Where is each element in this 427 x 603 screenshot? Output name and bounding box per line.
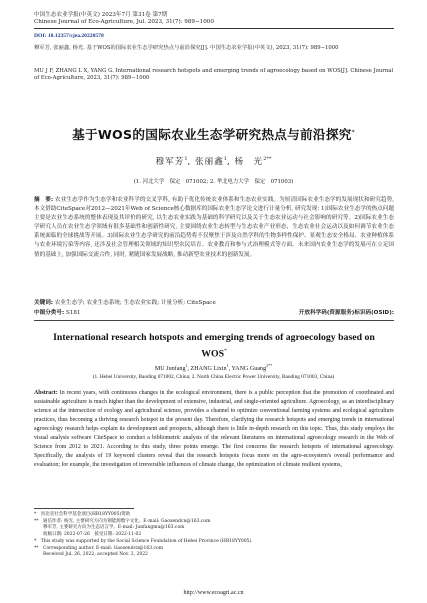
keywords-cn xyxy=(34,298,394,306)
author-en: YANG Guang xyxy=(231,366,267,373)
footnote-line: ** Corresponding author, E-mail: Gaoxendcn@163.com xyxy=(34,545,164,551)
footnote-line: 收稿日期: 2022-07-26 接受日期: 2022-11-02 xyxy=(34,532,142,538)
footnote-line: * This study was supported by the Social Science Foundation of Hebei Province (HB18YY005). xyxy=(34,538,253,544)
doi-link[interactable]: DOI: 10.12357/cjea.20220578 xyxy=(34,33,104,39)
abstract-cn-label: 摘 要: xyxy=(34,197,54,203)
footnote-line: ** 通信作者: 杨光, 主要研究方向为钢能源数字文化。E-mail: Gaoxendcn@163.com xyxy=(34,518,211,524)
citation-cn: 穆军芳, 张丽鑫, 杨光. 基于WOS的国际农业生态学研究热点与前沿探究[J]. 中国生态农业学报(中英文), 2023, 31(7): 989−1000 xyxy=(34,45,339,51)
author-en: MU Junfang xyxy=(154,366,186,373)
osid-label: 开放科学码(资源服务)标识码(OSID): xyxy=(298,310,394,316)
author-en-sup: 2** xyxy=(266,363,273,368)
authors-en: MU Junfang$^1$, ZHANG Lixin$^1$, YANG Guang$^{2**}$ xyxy=(154,363,273,373)
citation-en: MU J F, ZHANG L X, YANG G. International research hotspots and emerging trends of agroecology based on WOS[J]. Chinese Journal of Eco-Agriculture, 2023, 31(7): 989−1000 xyxy=(34,68,394,82)
author-en-sup: 1 xyxy=(185,363,188,368)
footnote-line: 穆军芳, 主要研究方向为生态语言学。E-mail: Junfangmu@163.com xyxy=(34,525,185,531)
affiliation-en: (1. Hebei University, Baoding 071002, China; 2. North China Electric Power University, Baoding 071003, China) xyxy=(92,374,335,380)
article-title-cn-text: 基于WOS的国际农业生态学研究热点与前沿探究 xyxy=(72,127,352,142)
author-en: ZHANG Lixin xyxy=(190,366,227,373)
authors-cn: 穆军芳$^1$, 张丽鑫$^1$, 杨 光$^{2**}$ xyxy=(155,156,272,167)
article-title-en-text: International research hotspots and emerging trends of agroecology based on WOS xyxy=(53,332,375,359)
author-cn-sup: 2** xyxy=(263,156,272,163)
header-rule xyxy=(34,28,394,29)
abstract-cn xyxy=(34,196,394,260)
title-cn-fund-mark: * xyxy=(351,128,355,136)
footnotes xyxy=(34,512,394,559)
abstract-en-text: In recent years, with continuous changes in the ecological environment, there is a public perception that the promotion of coordinated and sustainable agriculture is much higher than the development of extensive, industrial, and single-oriented agriculture. Agroecology, as an interdisciplinary science at the intersection of ecology and agricultural science, provides a channel to optimize conventional farming systems and ecological agriculture practices, thus becoming a thriving research hotspot in the present day. Therefore, clarifying the research hotspots and emerging trends in international agroecology research helps explain its development and prospects, although there is little in-depth research on this topic. Thus, this study employs the visual analysis software CiteSpace to conduct a bibliometric analysis of the relevant literatures on international agroecology research in the Web of Science from 2012 to 2021. According to this study, three points emerge. The first concerns the research hotspots of international agroecology. Specifically, the analysis of 19 keyword clusters reveal that the research hotspots focus more on the agro-ecosystem's overall performance and evaluation; for example, the investigation of irreversible influences of climate change, the optimization of climate resilient systems, xyxy=(34,390,394,469)
footnote-line: * 河北省社会科学基金项目(HB18YY005)资助 xyxy=(34,512,131,517)
article-title-cn xyxy=(0,124,427,143)
abstract-en xyxy=(34,389,394,470)
classification-value: S181 xyxy=(66,310,81,316)
title-en-fund-mark: * xyxy=(224,347,227,354)
author-en-sup: 1 xyxy=(226,363,229,368)
classification-label: 中图分类号: xyxy=(34,310,65,316)
abstract-cn-text: 农业生态学作为生态学和农业科学的交叉学科, 有助于优化传统农业体系和生态农业实践。为厘清国际农业生态学的发展现状和研究趋势, 本文借助CiteSpace对2012—2021年Web of Science核心数据库的国际农业生态学论文进行计量分析, 研究发现: 1)国际农业生态学的热点问题主要是农业生态系统的整体表现及其评价的研究, 以生态农业实践为基础的科学研究以及关于生态农业运动与社会影响的研究等。2)国际农业生态学研究人员在农业生态学领域有很多基础性和创新性研究, 主要围绕农业生态转型与生态农业产业形态、生态农业社会运动以及如何调节农业生态系统面临的全球挑战等开展。3)国际农业生态学研究的前沿趋势将不仅聚焦于涉及自然学科的生物多样性保护、景观生态安全格局、农业种植体系与农业环境污染等内容, 还涉及社会管理相关领域的知识型农民培育、农业教育和参与式治理模式等方面。未来国内农业生态学的发展可在立足国情的基础上, 加强国际交流合作, 同时, 紧随国家发展战略, 推动新型农业技术的创新发展。 xyxy=(34,197,394,258)
author-cn: 穆军芳 xyxy=(155,157,185,167)
article-title-en xyxy=(44,332,384,360)
footnote-line: Received Jul. 26, 2022; accepted Nov. 2, 2022 xyxy=(34,552,148,558)
keywords-cn-label: 关键词: xyxy=(34,300,54,306)
author-cn-sup: 1 xyxy=(223,156,227,163)
journal-header xyxy=(34,12,394,26)
footnote-rule xyxy=(34,508,134,509)
keywords-cn-text: 农业生态学; 农业生态系统; 生态农业实践; 计量分析; CiteSpace xyxy=(54,300,216,306)
abstract-en-label: Abstract: xyxy=(34,390,58,396)
section-divider xyxy=(34,320,394,321)
journal-header-en: Chinese Journal of Eco-Agriculture, Jul. 2023, 31(7): 989−1000 xyxy=(34,19,214,25)
author-cn: 张丽鑫 xyxy=(195,157,224,167)
author-cn: 杨 光 xyxy=(234,157,264,167)
affiliation-cn: (1. 河北大学 保定 071002; 2. 华北电力大学 保定 071003) xyxy=(133,179,294,185)
author-cn-sup: 1 xyxy=(184,156,188,163)
footer-url[interactable]: http://www.ecoagri.ac.cn xyxy=(183,590,244,596)
classification-cn xyxy=(34,308,81,316)
journal-header-cn: 中国生态农业学报(中英文) 2023年7月 第31卷 第7期 xyxy=(34,12,168,18)
